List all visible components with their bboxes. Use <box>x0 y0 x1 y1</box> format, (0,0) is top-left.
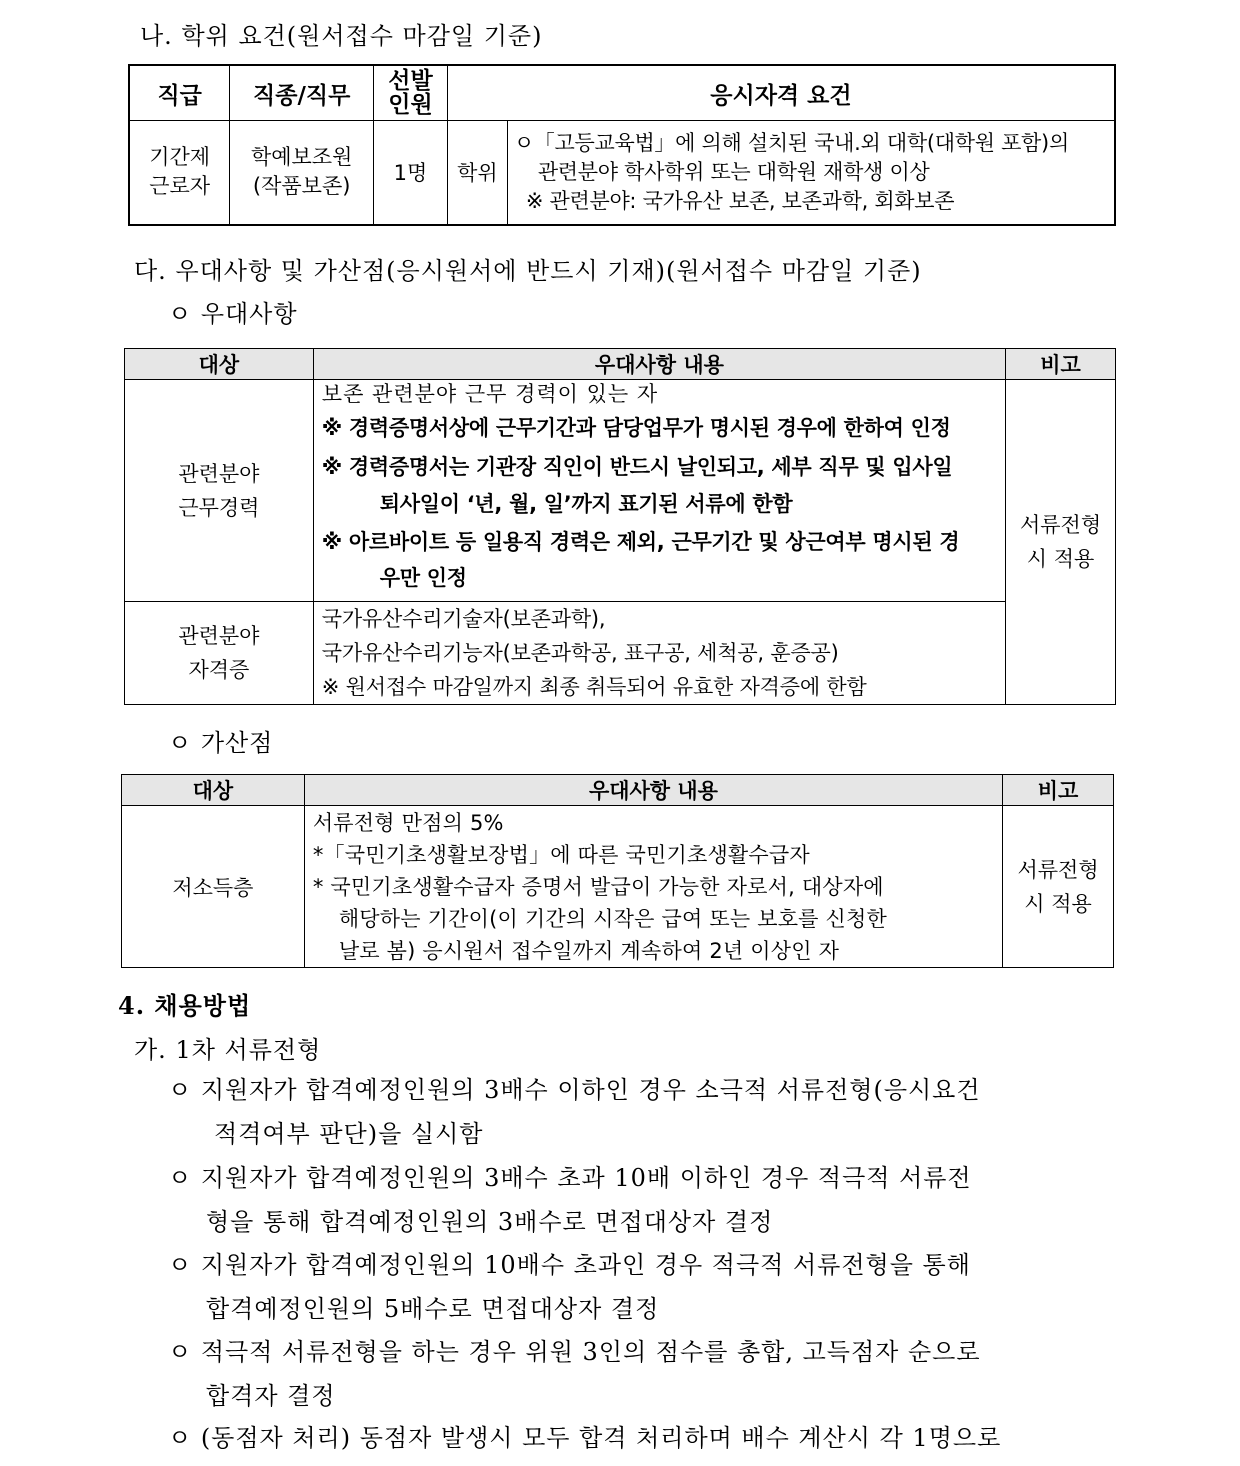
requirement-cell: ㅇ「고등교육법」에 의해 설치된 국내.외 대학(대학원 포함)의 관련분야 학사학위 또는 대학원 재학생 이상 ※ 관련분야: 국가유산 보존, 보존과학, 회화보존 <box>507 121 1115 225</box>
req-type-cell: 학위 <box>447 121 507 225</box>
selection-bullet-4: ㅇ 적극적 서류전형을 하는 경우 위원 3인의 점수를 총합, 고득점자 순으로 합격자 결정 <box>168 1338 981 1410</box>
selection-bullet-3: ㅇ 지원자가 합격예정인원의 10배수 초과인 경우 적극적 서류전형을 통해 합격예정인원의 5배수로 면접대상자 결정 <box>168 1251 971 1323</box>
low-income-content: 서류전형 만점의 5% *「국민기초생활보장법」에 따른 국민기초생활수급자 * 국민기초생활수급자 증명서 발급이 가능한 자로서, 대상자에 해당하는 기간이(이 기간의 시작은 급여 또는 보호를 신청한 날로 봄) 응시원서 접수일까지 계속하여 2년 이상인 자 <box>304 806 1002 968</box>
header-target: 대상 <box>122 775 305 806</box>
header-qualification: 응시자격 요건 <box>447 65 1115 121</box>
certificate-content: 국가유산수리기술자(보존과학), 국가유산수리기능자(보존과학공, 표구공, 세척공, 훈증공) ※ 원서접수 마감일까지 최종 취득되어 유효한 자격증에 한함 <box>313 602 1005 705</box>
job-cell: 학예보조원 (작품보존) <box>230 121 374 225</box>
selection-bullet-2: ㅇ 지원자가 합격예정인원의 3배수 초과 10배 이하인 경우 적극적 서류전 형을 통해 합격예정인원의 3배수로 면접대상자 결정 <box>168 1164 972 1236</box>
selection-bullet-1: ㅇ 지원자가 합격예정인원의 3배수 이하인 경우 소극적 서류전형(응시요건 적격여부 판단)을 실시함 <box>168 1076 981 1148</box>
header-grade: 직급 <box>129 65 230 121</box>
preference-table <box>124 348 1116 705</box>
selection-bullet-5: ㅇ (동점자 처리) 동점자 발생시 모두 합격 처리하며 배수 계산시 각 1명으로 <box>168 1424 1002 1452</box>
preference-note: 서류전형 시 적용 <box>1006 380 1116 705</box>
bonus-points-table <box>121 774 1114 968</box>
grade-cell: 기간제 근로자 <box>129 121 230 225</box>
header-note: 비고 <box>1003 775 1114 806</box>
target-work-experience: 관련분야 근무경력 <box>125 380 314 602</box>
header-content: 우대사항 내용 <box>304 775 1002 806</box>
work-experience-content: 보존 관련분야 근무 경력이 있는 자 ※ 경력증명서상에 근무기간과 담당업무가 명시된 경우에 한하여 인정 ※ 경력증명서는 기관장 직인이 반드시 날인되고, 세부 직무 및 입사일 퇴사일이 ‘년, 월, 일’까지 표기된 서류에 한함 ※ 아르바이트 등 일용직 경력은 제외, 근무기간 및 상근여부 명시된 경 우만 인정 <box>313 380 1005 602</box>
header-job: 직종/직무 <box>230 65 374 121</box>
target-low-income: 저소득층 <box>122 806 305 968</box>
header-note: 비고 <box>1006 349 1116 380</box>
header-target: 대상 <box>125 349 314 380</box>
bonus-subtitle: ㅇ 가산점 <box>168 729 274 757</box>
preference-subtitle: ㅇ 우대사항 <box>168 300 298 328</box>
section4-ga-title: 가. 1차 서류전형 <box>134 1036 322 1064</box>
target-certificate: 관련분야 자격증 <box>125 602 314 705</box>
section4-title: 4. 채용방법 <box>118 991 252 1020</box>
degree-requirement-table <box>128 64 1116 226</box>
count-cell: 1명 <box>374 121 448 225</box>
header-selection-count: 선발 인원 <box>374 65 448 121</box>
header-content: 우대사항 내용 <box>313 349 1005 380</box>
section-na-title: 나. 학위 요건(원서접수 마감일 기준) <box>140 22 543 50</box>
bonus-note: 서류전형 시 적용 <box>1003 806 1114 968</box>
section-da-title: 다. 우대사항 및 가산점(응시원서에 반드시 기재)(원서접수 마감일 기준) <box>134 257 922 285</box>
